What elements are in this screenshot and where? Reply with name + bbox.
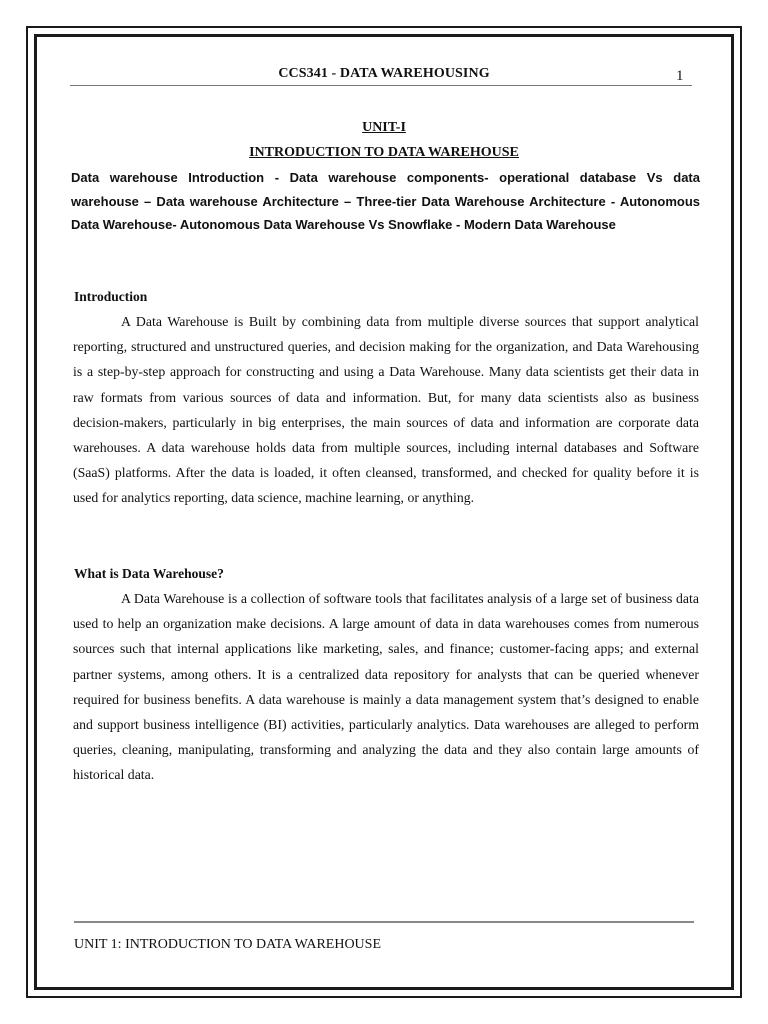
paragraph-what-is-data-warehouse: A Data Warehouse is a collection of software tools that facilitates analysis of a large set of business data used to help an organization make decisions. A large amount of data in data warehouses comes from numerous sources such that internal applications like marketing, sales, and finance; customer-facing apps; and external partner systems, among others. It is a centralized data repository for analysts that can be queried whenever required for business benefits. A data warehouse is mainly a data management system that’s designed to enable and support business intelligence (BI) activities, particularly analytics. Data warehouses are alleged to perform queries, cleaning, manipulating, transforming and analyzing the data and they also contain large amounts of historical data. [73, 591, 699, 783]
footer-text: UNIT 1: INTRODUCTION TO DATA WAREHOUSE [74, 937, 382, 952]
header-title: CCS341 - DATA WAREHOUSING [278, 66, 490, 81]
section-heading-what-is-data-warehouse: What is Data Warehouse? [74, 566, 224, 581]
footer-rule [74, 921, 694, 923]
section-heading-introduction: Introduction [74, 289, 148, 304]
unit-label: UNIT-I [362, 120, 406, 135]
unit-title: INTRODUCTION TO DATA WAREHOUSE [249, 145, 519, 160]
header-rule [70, 85, 692, 86]
paragraph-introduction: A Data Warehouse is Built by combining data from multiple diverse sources that support analytical reporting, structured and unstructured queries, and decision making for the organization, and Data Warehousing is a step-by-step approach for constructing and using a Data Warehouse. Many data scientists get their data in raw formats from various sources of data and information. But, for many data scientists also as business decision-makers, particularly in big enterprises, the main sources of data and information are corporate data warehouses. A data warehouse holds data from multiple sources, including internal databases and Software (SaaS) platforms. After the data is loaded, it often cleansed, transformed, and checked for quality before it is used for analytics reporting, data science, machine learning, or anything. [73, 314, 699, 506]
page-number: 1 [676, 68, 684, 84]
unit-topics: Data warehouse Introduction - Data warehouse components- operational database Vs data warehouse – Data warehouse Architecture – Three-tier Data Warehouse Architecture - Autonomous Data Warehouse- Autonomous Data Warehouse Vs Snowflake - Modern Data Warehouse [71, 170, 700, 232]
